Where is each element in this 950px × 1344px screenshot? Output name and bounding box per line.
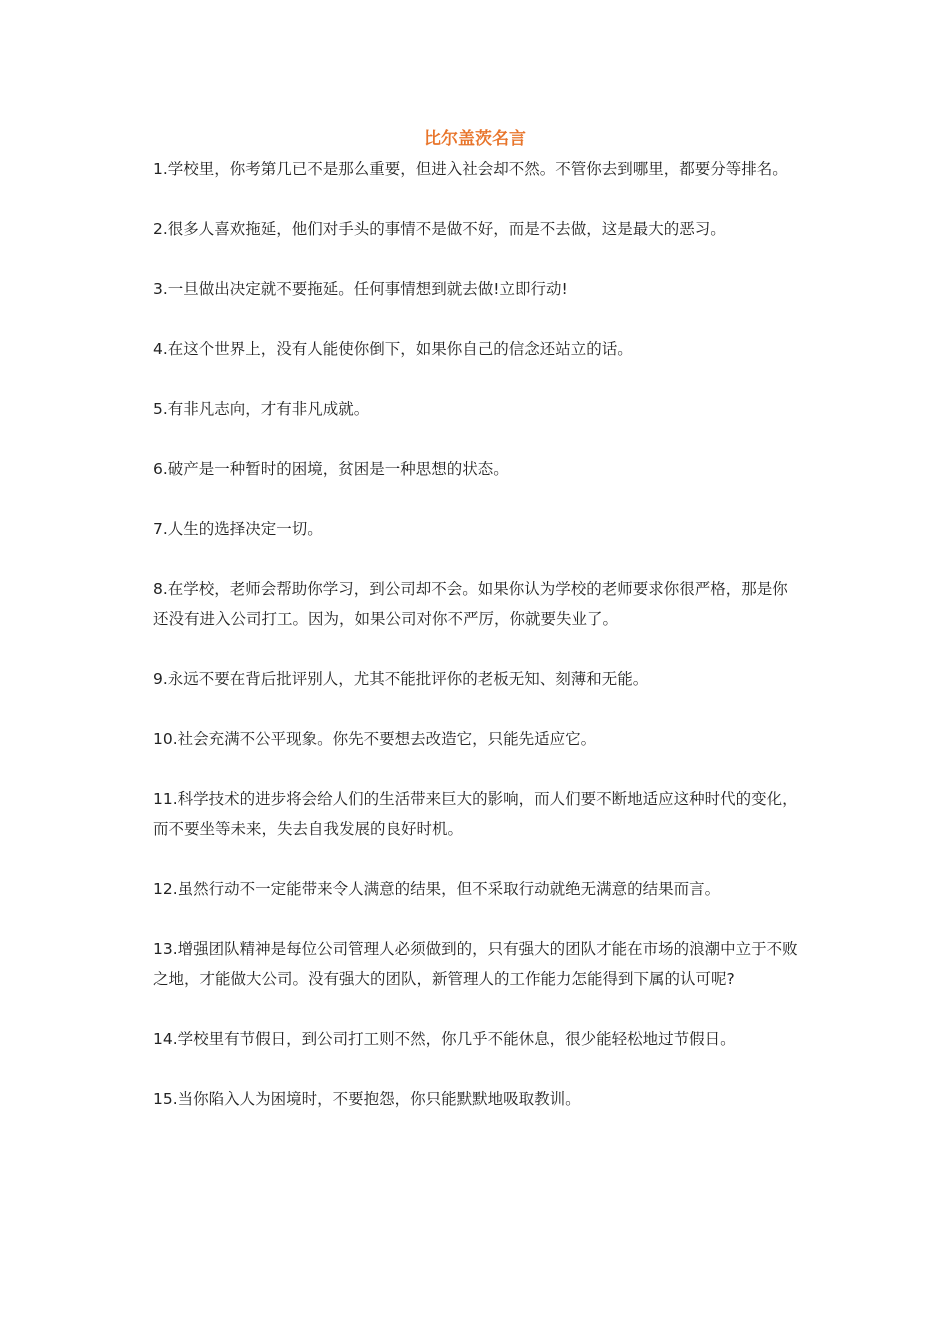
quote-item: 12.虽然行动不一定能带来令人满意的结果，但不采取行动就绝无满意的结果而言。 [153, 880, 721, 898]
quote-item: 13.增强团队精神是每位公司管理人必须做到的，只有强大的团队才能在市场的浪潮中立于不败之地，才能做大公司。没有强大的团队，新管理人的工作能力怎能得到下属的认可呢? [153, 940, 798, 988]
quote-item: 1.学校里，你考第几已不是那么重要，但进入社会却不然。不管你去到哪里，都要分等排名。 [153, 160, 788, 178]
quote-item: 7.人生的选择决定一切。 [153, 520, 323, 538]
quote-item: 2.很多人喜欢拖延，他们对手头的事情不是做不好，而是不去做，这是最大的恶习。 [153, 220, 726, 238]
quote-item: 9.永远不要在背后批评别人，尤其不能批评你的老板无知、刻薄和无能。 [153, 670, 649, 688]
quote-item: 3.一旦做出决定就不要拖延。任何事情想到就去做!立即行动! [153, 280, 568, 298]
quote-item: 14.学校里有节假日，到公司打工则不然，你几乎不能休息，很少能轻松地过节假日。 [153, 1030, 736, 1048]
quote-item: 11.科学技术的进步将会给人们的生活带来巨大的影响，而人们要不断地适应这种时代的变化，而不要坐等未来，失去自我发展的良好时机。 [153, 790, 798, 838]
quote-item: 8.在学校，老师会帮助你学习，到公司却不会。如果你认为学校的老师要求你很严格，那是你还没有进入公司打工。因为，如果公司对你不严厉，你就要失业了。 [153, 580, 788, 628]
quote-item: 15.当你陷入人为困境时，不要抱怨，你只能默默地吸取教训。 [153, 1090, 581, 1108]
quote-item: 6.破产是一种暂时的困境，贫困是一种思想的状态。 [153, 460, 509, 478]
quote-list [153, 154, 803, 1144]
quote-item: 10.社会充满不公平现象。你先不要想去改造它，只能先适应它。 [153, 730, 597, 748]
quote-item: 4.在这个世界上，没有人能使你倒下，如果你自己的信念还站立的话。 [153, 340, 633, 358]
document-title: 比尔盖茨名言 [424, 129, 526, 149]
quote-item: 5.有非凡志向，才有非凡成就。 [153, 400, 370, 418]
